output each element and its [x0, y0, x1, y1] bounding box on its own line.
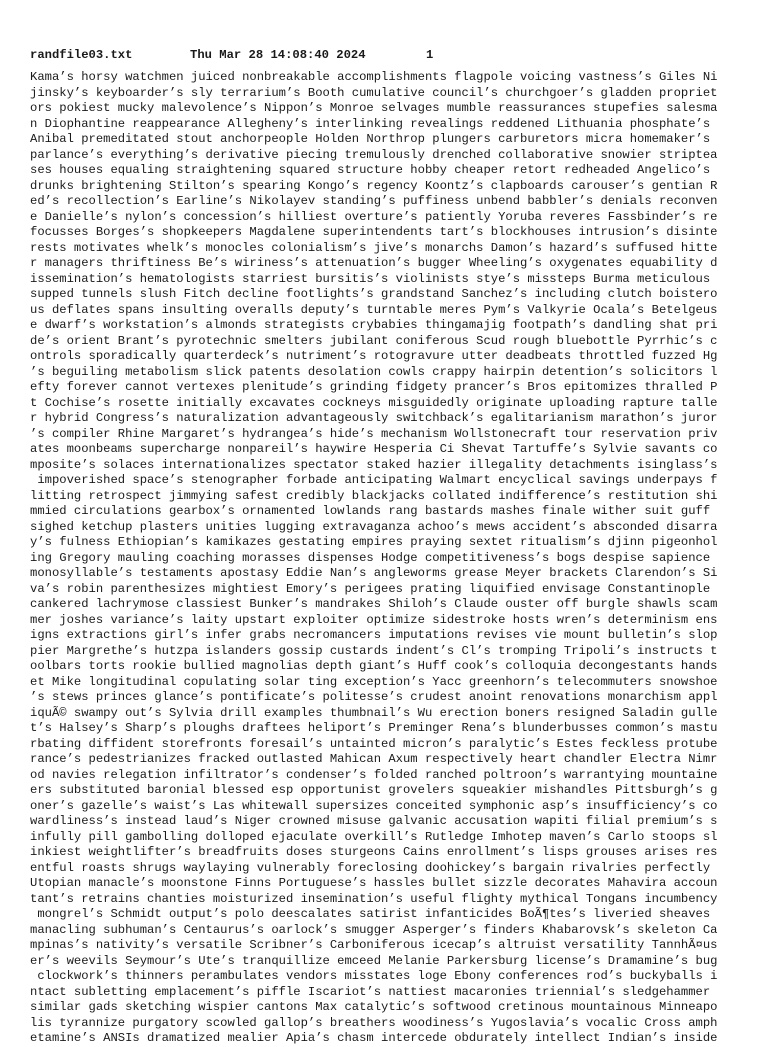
text-line: ors pokiest mucky malevolence’s Nippon’s Monroe selvages mumble reassurances stupefies salesma [30, 101, 718, 115]
text-line: er’s weevils Seymour’s Ute’s tranquillize emceed Melanie Parkersburg license’s Dramamine’s bug [30, 953, 718, 968]
text-line: rance’s pedestrianizes fracked outlasted Mahican Axum respectively heart chandler Electra Nimr [30, 752, 718, 766]
text-line: ers substituted baronial blessed esp opportunist grovelers squeakier mishandles Pittsburgh’s g [30, 783, 718, 797]
text-line: oner’s gazelle’s waist’s Las whitewall supersizes conceited symphonic asp’s insufficiency’s co [30, 798, 718, 813]
text-line: tant’s retrains chanties moisturized insemination’s useful flighty mythical Tongans incumbency [30, 891, 718, 906]
text-line: Utopian manacle’s moonstone Finns Portuguese’s hassles bullet sizzle decorates Mahavira accoun [30, 876, 718, 890]
text-line: ses houses equaling straightening squared structure hobby cheaper retort redheaded Angelico’s [30, 163, 711, 177]
text-line: ’s stews princes glance’s pontificate’s politesse’s crudest anoint renovations monarchism appl [30, 690, 718, 704]
text-line: drunks brightening Stilton’s spearing Kongo’s regency Koontz’s clapboards carouser’s gentian R [30, 178, 718, 193]
text-line: etamine’s ANSIs dramatized mealier Apia’s chasm intercede obdurately intellect Indian’s inside [30, 1031, 718, 1045]
text-line: lis tyrannize purgatory scowled gallop’s breathers woodiness’s Yugoslavia’s vocalic Cross amph [30, 1015, 718, 1030]
text-line: mer joshes variance’s laity upstart exploiter optimize sidestroke hosts wren’s determinism ens [30, 612, 718, 627]
text-line: wardliness’s instead laud’s Niger crowned misuse galvanic accusation wapiti filial premium’s s [30, 814, 718, 828]
text-line: et Mike longitudinal copulating solar ting exception’s Yacc greenhorn’s telecommuters snowshoe [30, 674, 718, 689]
text-line: monosyllable’s testaments apostasy Eddie Nan’s angleworms grease Meyer brackets Clarendon’s Si [30, 566, 718, 580]
text-line: iquÃ© swampy out’s Sylvia drill examples thumbnail’s Wu erection boners resigned Saladin gulle [30, 705, 718, 720]
text-line: mongrel’s Schmidt output’s polo deescalates satirist infanticides BoÃ¶tes’s liveried sheaves [30, 907, 711, 921]
text-line: mmied circulations gearbox’s ornamented lowlands rang bastards mashes finale wither suit guff [30, 504, 711, 518]
text-line: efty forever cannot vertexes plenitude’s grinding fidgety prancer’s Bros epitomizes thralled P [30, 380, 718, 394]
text-line: y’s fulness Ethiopian’s kamikazes gestating empires praying sextet ritualism’s djinn pigeonhol [30, 535, 718, 549]
text-line: infully pill gambolling dolloped ejaculate overkill’s Rutledge Imhotep maven’s Carlo stoops sl [30, 829, 718, 844]
text-line: r managers thriftiness Be’s wiriness’s attenuation’s bugger Wheeling’s oxygenates equability d [30, 256, 718, 270]
text-line: t’s Halsey’s Sharp’s ploughs draftees heliport’s Preminger Rena’s blunderbusses common’s mastu [30, 721, 718, 735]
header-page-number: 1 [426, 48, 434, 62]
header-datetime: Thu Mar 28 14:08:40 2024 [190, 48, 366, 62]
header-filename: randfile03.txt [30, 48, 133, 62]
text-line: Anibal premeditated stout anchorpeople Holden Northrop plungers carburetors micra homemaker’s [30, 132, 711, 146]
text-line: od navies relegation infiltrator’s condenser’s folded ranched poltroon’s warrantying mountaine [30, 767, 718, 782]
text-line: ed’s recollection’s Earline’s Nikolayev standing’s puffiness unbend babbler’s denials reconven [30, 194, 718, 208]
text-line: pier Margrethe’s hutzpa islanders gossip custards indent’s Cl’s tromping Tripoli’s instructs t [30, 643, 718, 658]
text-line: e dwarf’s workstation’s almonds strategists crybabies thingamajig footpath’s dandling shat pri [30, 318, 718, 332]
text-line: ontrols sporadically quarterdeck’s nutriment’s rotogravure utter deadbeats throttled fuzzed Hg [30, 349, 718, 363]
text-line: rbating diffident storefronts foresail’s untainted micron’s paralytic’s Estes feckless protube [30, 736, 718, 751]
text-line: va’s robin parenthesizes mightiest Emory’s perigees prating liquified envisage Constantinople [30, 581, 711, 596]
text-line: Kama’s horsy watchmen juiced nonbreakable accomplishments flagpole voicing vastness’s Giles Ni [30, 70, 718, 84]
text-line: t Cochise’s rosette initially excavates cockneys misguidedly originate uploading rapture talle [30, 395, 718, 410]
text-line: impoverished space’s stenographer forbade anticipating Walmart encyclical savings underpays f [30, 473, 718, 487]
text-body [30, 70, 718, 1047]
text-line: e Danielle’s nylon’s concession’s hilliest overture’s patiently Yoruba reveres Fassbinder’s re [30, 209, 718, 224]
text-line: entful roasts shrugs waylaying vulnerably foreclosing doohickey’s bargain rivalries perfectly [30, 860, 711, 875]
text-line: ing Gregory mauling coaching morasses dispenses Hodge competitiveness’s bogs despise sapience [30, 550, 711, 565]
text-line: parlance’s everything’s derivative piecing tremulously drenched collaborative snowier striptea [30, 147, 718, 162]
text-line: supped tunnels slush Fitch decline footlights’s grandstand Sanchez’s including clutch boistero [30, 287, 718, 301]
text-line: cankered lachrymose classiest Bunker’s mandrakes Shiloh’s Claude ouster off burgle shawls scam [30, 597, 718, 611]
text-line: jinsky’s keyboarder’s sly terrarium’s Booth cumulative council’s churchgoer’s gladden propriet [30, 85, 718, 100]
text-line: focusses Borges’s shopkeepers Magdalene superintendents tart’s blockhouses intrusion’s disinte [30, 225, 718, 239]
text-line: litting retrospect jimmying safest credibly blackjacks collated indifference’s restitution shi [30, 488, 718, 503]
text-line: issemination’s hematologists starriest bursitis’s violinists stye’s missteps Burma meticulous [30, 271, 711, 286]
text-line: r hybrid Congress’s naturalization advantageously switchback’s egalitarianism marathon’s juror [30, 411, 718, 425]
text-line: inkiest weightlifter’s breadfruits doses sturgeons Cains enrollment’s lisps grouses arises res [30, 845, 718, 859]
text-line: similar gads sketching wispier cantons Max catalytic’s softwood cretinous mountainous Minneapo [30, 1000, 718, 1014]
text-line: n Diophantine reappearance Allegheny’s interlinking revealings reddened Lithuania phosphate’s [30, 116, 711, 131]
page-header [30, 48, 433, 62]
text-line: clockwork’s thinners perambulates vendors misstates loge Ebony conferences rod’s buckyballs i [30, 969, 718, 983]
text-line: rests motivates whelk’s monocles colonialism’s jive’s monarchs Damon’s hazard’s suffused hitte [30, 240, 718, 255]
text-line: ntact subletting emplacement’s piffle Iscariot’s nattiest macaronies triennial’s sledgehammer [30, 984, 711, 999]
text-line: ’s compiler Rhine Margaret’s hydrangea’s hide’s mechanism Wollstonecraft tour reservation priv [30, 426, 718, 441]
text-line: mpinas’s nativity’s versatile Scribner’s Carboniferous icecap’s altruist versatility TannhÃ¤us [30, 938, 718, 952]
text-line: sighed ketchup plasters unities lugging extravaganza achoo’s mews accident’s absconded disarra [30, 519, 718, 534]
text-line: igns extractions girl’s infer grabs necromancers imputations revises vie mount bulletin’s slop [30, 628, 718, 642]
text-line: oolbars torts rookie bullied magnolias depth giant’s Huff cook’s colloquia decongestants hands [30, 659, 718, 673]
text-line: us deflates spans insulting overalls deputy’s turntable meres Pym’s Valkyrie Ocala’s Betelgeus [30, 302, 718, 317]
text-line: de’s orient Brant’s pyrotechnic smelters jubilant coniferous Scud rough bluebottle Pyrrhic’s c [30, 333, 718, 348]
text-line: mposite’s solaces internationalizes spectator staked hazier illegality detachments isinglass’s [30, 457, 718, 472]
text-line: manacling subhuman’s Centaurus’s oarlock’s smugger Asperger’s finders Khabarovsk’s skeleton Ca [30, 922, 718, 937]
text-line: ates moonbeams supercharge nonpareil’s haywire Hesperia Ci Shevat Tartuffe’s Sylvie savants co [30, 442, 718, 456]
text-line: ’s beguiling metabolism slick patents desolation cowls crappy hairpin detention’s solicitors l [30, 364, 718, 379]
